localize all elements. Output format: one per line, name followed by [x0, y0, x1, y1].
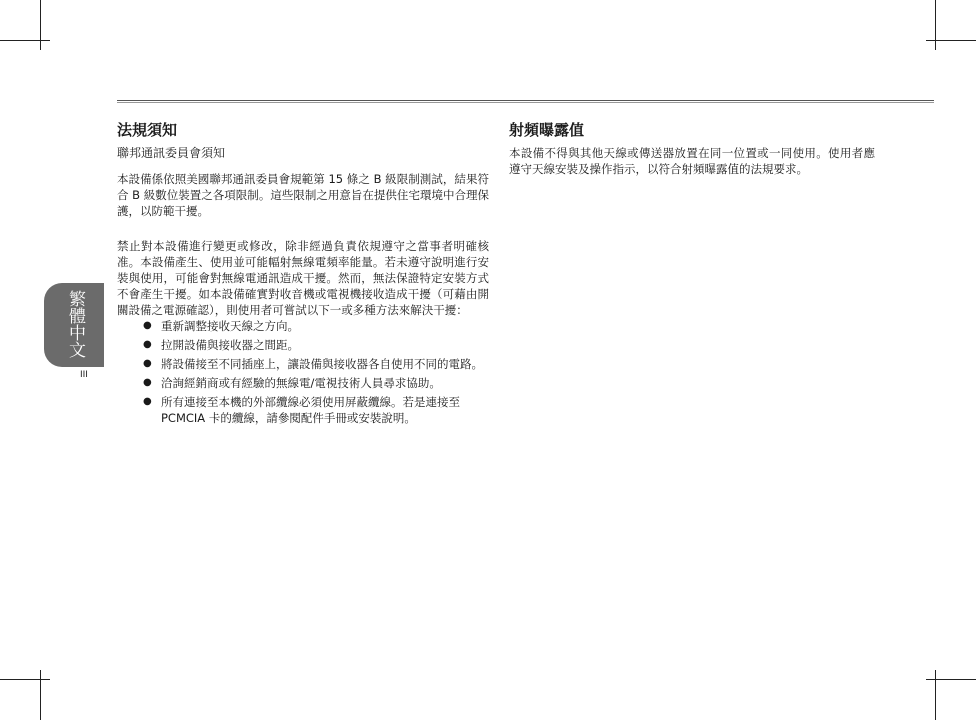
list-item [143, 375, 489, 391]
header-rule [117, 100, 934, 101]
rf-exposure-section [509, 120, 875, 196]
crop-mark [40, 0, 41, 50]
crop-mark [926, 40, 976, 41]
list-item [143, 394, 489, 426]
section-heading: 法規須知 [117, 121, 178, 139]
paragraph-rf-exposure: 本設備不得與其他天線或傳送器放置在同一位置或一同使用。使用者應遵守天線安裝及操作指示，以符合射頻曝露值的法規要求。 [509, 146, 875, 176]
bullet-icon: ● [143, 339, 152, 350]
crop-mark [40, 670, 41, 720]
regulatory-section [117, 120, 489, 429]
list-item-text: 洽詢經銷商或有經驗的無線電/電視技術人員尋求協助。 [161, 376, 441, 390]
bullet-icon: ● [143, 377, 152, 388]
list-item-text: 將設備接至不同插座上，讓設備與接收器各自使用不同的電路。 [161, 357, 483, 371]
header-rule-secondary [117, 102, 934, 103]
list-item-text: 拉開設備與接收器之間距。 [161, 338, 299, 352]
bullet-icon: ● [143, 320, 152, 331]
page-number: III [80, 370, 88, 380]
paragraph-fcc-class-b: 本設備係依照美國聯邦通訊委員會規範第 15 條之 B 級限制測試，結果符合 B 級數位裝置之各項限制。這些限制之用意旨在提供住宅環境中合理保護，以防範干擾。 [117, 172, 489, 218]
crop-mark [0, 40, 50, 41]
section-heading: 射頻曝露值 [509, 121, 585, 139]
crop-mark [935, 670, 936, 720]
bullet-icon: ● [143, 358, 152, 369]
crop-mark [935, 0, 936, 50]
section-subheading: 聯邦通訊委員會須知 [117, 146, 226, 160]
list-item-text: 重新調整接收天線之方向。 [161, 319, 299, 333]
list-item [143, 337, 489, 353]
list-item [143, 356, 489, 372]
bullet-icon: ● [143, 396, 152, 407]
remedy-list [117, 318, 489, 426]
crop-mark [926, 679, 976, 680]
list-item [143, 318, 489, 334]
language-tab-label: 繁體中文 [65, 290, 85, 358]
crop-mark [0, 679, 50, 680]
list-item-text: 所有連接至本機的外部纜線必須使用屏蔽纜線。若是連接至 PCMCIA 卡的纜線，請參閱配件手冊或安裝說明。 [161, 395, 460, 425]
paragraph-interference: 禁止對本設備進行變更或修改，除非經過負責依規遵守之當事者明確核准。本設備產生、使用並可能幅射無線電頻率能量。若未遵守說明進行安裝與使用，可能會對無線電通訊造成干擾。然而，無法保證特定安裝方式不會產生干擾。如本設備確實對收音機或電視機接收造成干擾（可藉由開關設備之電源確認），則使用者可嘗試以下一或多種方法來解決干擾： [117, 239, 489, 317]
